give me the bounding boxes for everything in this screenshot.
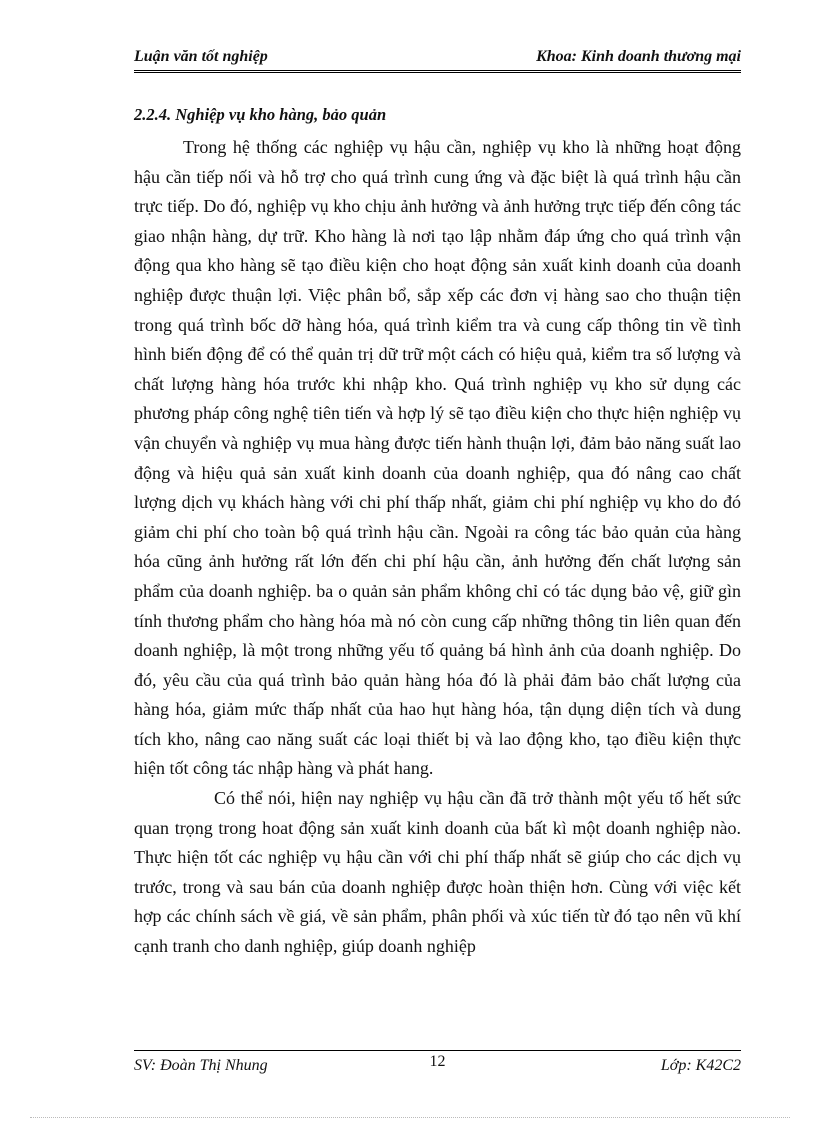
body-paragraph: Trong hệ thống các nghiệp vụ hậu cần, nghiệp vụ kho là những hoạt động hậu cần tiếp nối và hỗ trợ cho quá trình cung ứng và đặc biệt là quá trình hậu cần trực tiếp. Do đó, nghiệp vụ kho chịu ảnh hưởng và ảnh hưởng trực tiếp đến công tác giao nhận hàng, dự trữ. Kho hàng là nơi tạo lập nhằm đáp ứng cho quá trình vận động qua kho hàng sẽ tạo điều kiện cho hoạt động sản xuất kinh doanh của doanh nghiệp được thuận lợi. Việc phân bổ, sắp xếp các đơn vị hàng sao cho thuận tiện trong quá trình bốc dỡ hàng hóa, quá trình kiểm tra và cung cấp thông tin về tình hình biến động để có thể quản trị dữ trữ một cách có hiệu quả, kiểm tra số lượng và chất lượng hàng hóa trước khi nhập kho. Quá trình nghiệp vụ kho sử dụng các phương pháp công nghệ tiên tiến và hợp lý sẽ tạo điều kiện cho thực hiện nghiệp vụ vận chuyển và nghiệp vụ mua hàng được tiến hành thuận lợi, đảm bảo năng suất lao động và hiệu quả sản xuất kinh doanh của doanh nghiệp, qua đó nâng cao chất lượng dịch vụ khách hàng với chi phí thấp nhất, giảm chi phí nghiệp vụ kho do đó giảm chi phí cho toàn bộ quá trình hậu cần. Ngoài ra công tác bảo quản của hàng hóa cũng ảnh hưởng rất lớn đến chi phí hậu cần, ảnh hưởng đến chất lượng sản phẩm của doanh nghiệp. ba o quản sản phẩm không chỉ có tác dụng bảo vệ, giữ gìn tính thương phẩm cho hàng hóa mà nó còn cung cấp những thông tin liên quan đến doanh nghiệp, là một trong những yếu tố quảng bá hình ảnh của doanh nghiệp. Do đó, yêu cầu của quá trình bảo quản hàng hóa đó là phải đảm bảo chất lượng của hàng hóa, giảm mức thấp nhất của hao hụt hàng hóa, tận dụng diện tích và dung tích kho, nâng cao năng suất các loại thiết bị và lao động kho, tạo điều kiện thực hiện tốt công tác nhập hàng và phát hang. (134, 137, 741, 779)
body-paragraph: Có thể nói, hiện nay nghiệp vụ hậu cần đã trở thành một yếu tố hết sức quan trọng trong hoat động sản xuất kinh doanh của bất kì một doanh nghiệp nào. Thực hiện tốt các nghiệp vụ hậu cần với chi phí thấp nhất sẽ giúp cho các dịch vụ trước, trong và sau bán của doanh nghiệp được hoàn thiện hơn. Cùng với việc kết hợp các chính sách về giá, về sản phẩm, phân phối và xúc tiến từ đó tạo nên vũ khí cạnh tranh cho danh nghiệp, giúp doanh nghiệp (134, 788, 741, 957)
page-footer (134, 1050, 741, 1074)
page-edge-divider (30, 1117, 790, 1118)
section-heading: 2.2.4. Nghiệp vụ kho hàng, bảo quản (134, 105, 387, 124)
footer-student-name: SV: Đoàn Thị Nhung (134, 1057, 268, 1074)
section-body (134, 133, 741, 962)
header-thesis-label: Luận văn tốt nghiệp (134, 48, 268, 65)
footer-class: Lớp: K42C2 (660, 1057, 741, 1074)
page-header (134, 47, 741, 73)
header-faculty-label: Khoa: Kinh doanh thương mại (536, 48, 741, 65)
footer-page-number: 12 (429, 1053, 446, 1070)
